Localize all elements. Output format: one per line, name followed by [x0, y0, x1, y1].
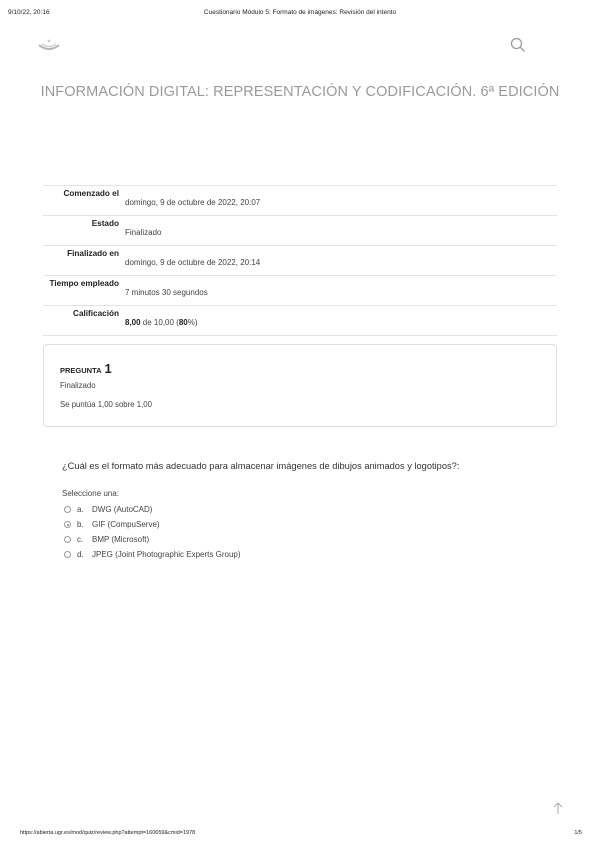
answer-label: JPEG (Joint Photographic Experts Group): [92, 550, 241, 559]
summary-label: Tiempo empleado: [49, 279, 119, 288]
summary-row-state: [43, 216, 557, 246]
radio-button[interactable]: [64, 536, 71, 543]
grade-value: [125, 318, 198, 327]
print-footer: [0, 830, 600, 840]
answer-letter: b.: [77, 520, 84, 529]
grade-total: de 10,00 (: [140, 318, 179, 327]
summary-value: Finalizado: [125, 228, 162, 237]
print-date: 9/10/22, 20:16: [8, 9, 50, 16]
answer-option-b[interactable]: [64, 517, 241, 532]
answer-label: DWG (AutoCAD): [92, 505, 153, 514]
summary-label: Calificación: [73, 309, 119, 318]
question-state: Finalizado: [60, 381, 96, 390]
summary-label: Estado: [91, 219, 119, 228]
answer-option-d[interactable]: [64, 547, 241, 562]
grade-score: 8,00: [125, 318, 141, 327]
summary-value: domingo, 9 de octubre de 2022, 20:14: [125, 258, 261, 267]
question-heading: [60, 361, 112, 376]
grade-percent: 80: [178, 318, 188, 327]
radio-button[interactable]: [64, 506, 71, 513]
answer-prompt: Seleccione una:: [62, 489, 119, 498]
answer-list: [64, 502, 241, 562]
summary-value: domingo, 9 de octubre de 2022, 20:07: [125, 198, 261, 207]
question-heading-label: PREGUNTA: [60, 366, 102, 375]
answer-letter: c.: [77, 535, 84, 544]
grade-percent-suffix: %): [187, 318, 198, 327]
answer-letter: d.: [77, 550, 84, 559]
summary-row-started: [43, 186, 557, 216]
answer-label: GIF (CompuServe): [92, 520, 160, 529]
print-document-title: Cuestionario Módulo 5: Formato de imágenes: Revisión del intento: [203, 9, 397, 16]
summary-label: Comenzado el: [63, 189, 119, 198]
print-page-number: 1/5: [574, 830, 582, 836]
radio-button[interactable]: [64, 551, 71, 558]
print-url: https://abierta.ugr.es/mod/quiz/review.php?attempt=160659&cmid=1978: [20, 830, 196, 836]
site-logo-icon[interactable]: [36, 36, 62, 54]
summary-row-finished: [43, 246, 557, 276]
attempt-summary-table: [43, 185, 557, 336]
answer-label: BMP (Microsoft): [92, 535, 150, 544]
back-to-top-arrow-icon[interactable]: [552, 801, 564, 815]
question-grade: Se puntúa 1,00 sobre 1,00: [60, 400, 152, 409]
search-icon[interactable]: [510, 37, 526, 53]
answer-letter: a.: [77, 505, 84, 514]
summary-value: 7 minutos 30 segundos: [125, 288, 208, 297]
question-number: 1: [104, 361, 112, 376]
summary-row-grade: [43, 306, 557, 336]
question-text: ¿Cuál es el formato más adecuado para almacenar imágenes de dibujos animados y logotipos?:: [62, 461, 460, 471]
answer-option-a[interactable]: [64, 502, 241, 517]
radio-button-selected[interactable]: [64, 521, 71, 528]
question-info-box: [43, 344, 557, 427]
summary-label: Finalizado en: [67, 249, 119, 258]
course-title: INFORMACIÓN DIGITAL: REPRESENTACIÓN Y CODIFICACIÓN. 6ª EDICIÓN: [40, 84, 560, 100]
print-header: [0, 9, 600, 21]
answer-option-c[interactable]: [64, 532, 241, 547]
summary-row-time: [43, 276, 557, 306]
